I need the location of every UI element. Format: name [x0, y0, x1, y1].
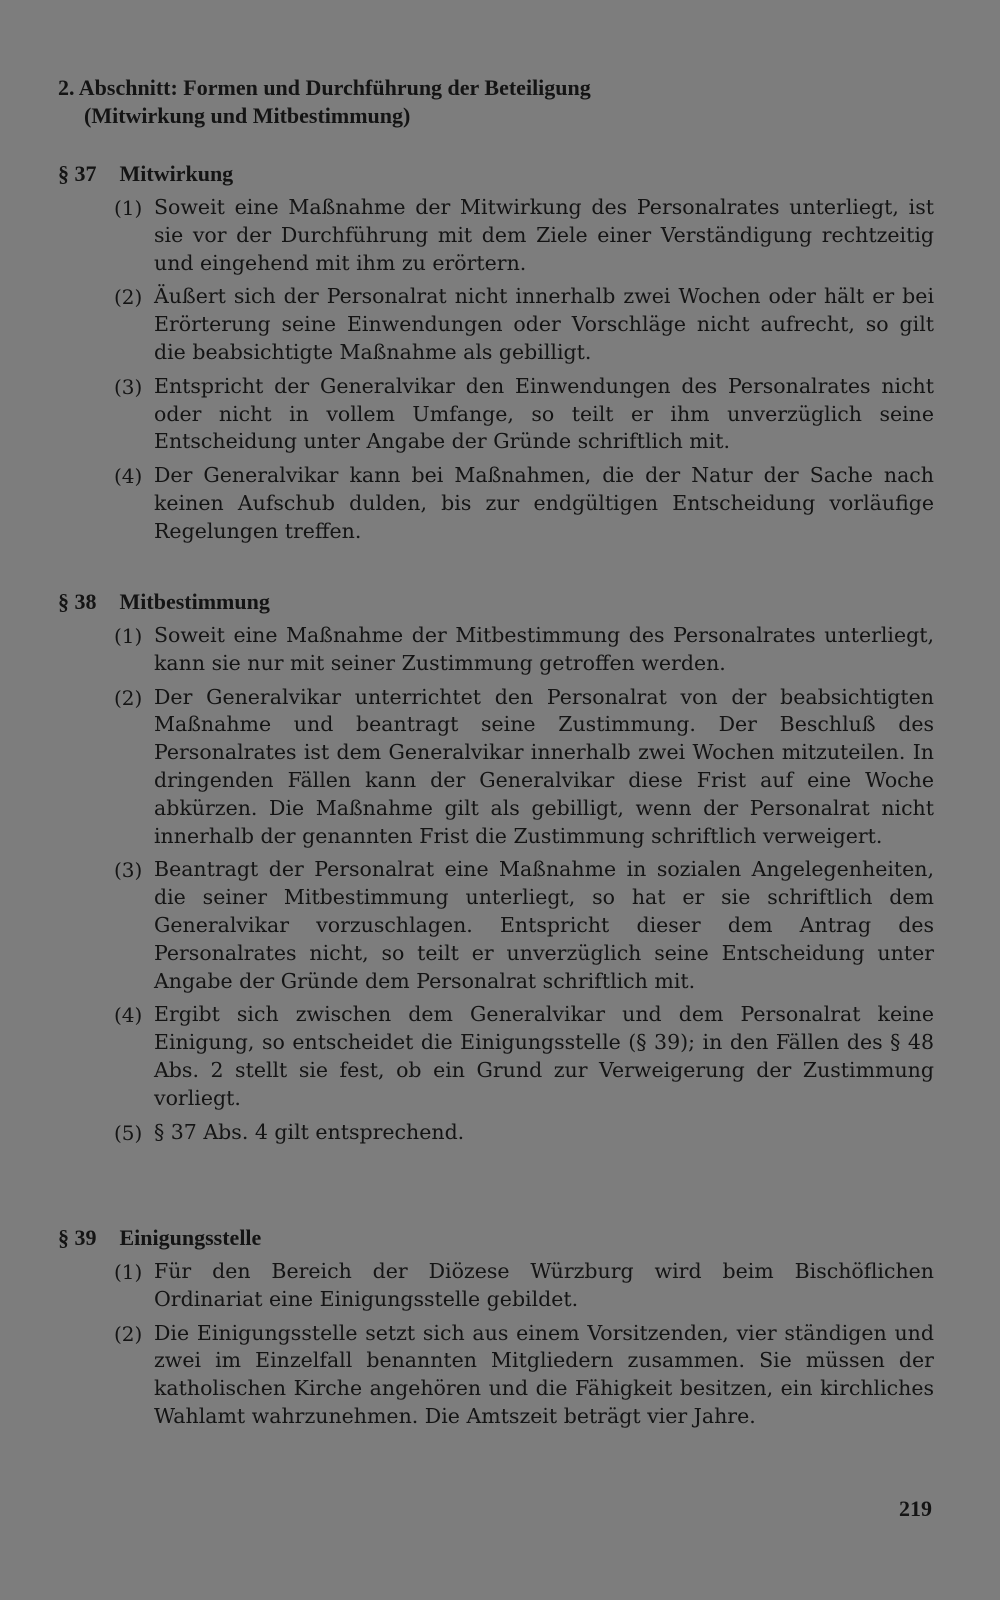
paragraph [58, 1001, 934, 1112]
paragraph-number: (3) [114, 374, 143, 399]
paragraph-number: (4) [114, 464, 143, 489]
paragraph-text: Der Generalvikar kann bei Maßnahmen, die der Natur der Sache nach keinen Aufschub dulden, bis zur endgültigen Entscheidung vorläufige Regelungen treffen. [154, 463, 934, 543]
paragraph [58, 462, 934, 545]
paragraph-text: Soweit eine Maßnahme der Mitbestimmung des Personalrates unterliegt, kann sie nur mit seiner Zustimmung getroffen werden. [154, 623, 934, 675]
section-title: Mitwirkung [119, 161, 234, 186]
chapter-heading-line2: (Mitwirkung und Mitbestimmung) [84, 103, 411, 128]
paragraph-text: Die Einigungsstelle setzt sich aus einem Vorsitzenden, vier ständigen und zwei im Einzelfall benannten Mitgliedern zusammen. Sie müssen der katholischen Kirche angehören und die Fähigkeit besitzen, ein kirchliches Wahlamt wahrzunehmen. Die Amtszeit beträgt vier Jahre. [154, 1320, 934, 1428]
section-number: § 37 [58, 161, 97, 186]
paragraph-text: Soweit eine Maßnahme der Mitwirkung des Personalrates unterliegt, ist sie vor der Durchführung mit dem Ziele einer Verständigung rechtzeitig und eingehend mit ihm zu erörtern. [154, 195, 934, 275]
paragraph-text: Der Generalvikar unterrichtet den Personalrat von der beabsichtigten Maßnahme und beantragt seine Zustimmung. Der Beschluß des Personalrates ist dem Generalvikar innerhalb zwei Wochen mitzuteilen. In dringenden Fällen kann der Generalvikar diese Frist auf eine Woche abkürzen. Die Maßnahme gilt als gebilligt, wenn der Personalrat nicht innerhalb der genannten Frist die Zustimmung schriftlich verweigert. [154, 684, 934, 848]
paragraph-text: Entspricht der Generalvikar den Einwendungen des Personalrates nicht oder nicht in vollem Umfange, so teilt er ihm unverzüglich seine Entscheidung unter Angabe der Gründe schriftlich mit. [154, 373, 934, 454]
chapter-heading-line1: 2. Abschnitt: Formen und Durchführung der Beteiligung [58, 75, 591, 100]
paragraph-number: (3) [114, 858, 143, 883]
section-heading [58, 588, 934, 616]
paragraph-text: Ergibt sich zwischen dem Generalvikar und dem Personalrat keine Einigung, so entscheidet die Einigungsstelle (§ 39); in den Fällen des § 48 Abs. 2 stellt sie fest, ob ein Grund zur Verweigerung der Zustimmung vorliegt. [154, 1002, 934, 1110]
paragraph-number: (1) [114, 1260, 143, 1284]
paragraph [58, 373, 934, 456]
section-title: Mitbestimmung [119, 589, 270, 614]
paragraph [58, 1258, 934, 1314]
paragraph [58, 684, 934, 851]
paragraph-text: Äußert sich der Personalrat nicht innerhalb zwei Wochen oder hält er bei Erörterung seine Einwendungen oder Vorschläge nicht aufrecht, so gilt die beabsichtigte Maßnahme als gebilligt. [154, 284, 934, 364]
section-number: § 38 [58, 589, 97, 614]
paragraph-number: (2) [114, 285, 143, 310]
paragraph-number: (2) [114, 685, 143, 710]
chapter-heading [58, 74, 591, 130]
paragraph [58, 1320, 934, 1431]
paragraph-number: (5) [114, 1120, 143, 1145]
paragraph [58, 856, 934, 995]
paragraph-text: § 37 Abs. 4 gilt entsprechend. [154, 1119, 465, 1144]
paragraph [58, 194, 934, 277]
section-heading [58, 160, 934, 188]
paragraph-number: (2) [114, 1321, 143, 1346]
section-37 [58, 160, 934, 552]
section-39 [58, 1224, 934, 1437]
section-title: Einigungsstelle [119, 1225, 262, 1250]
paragraph-text: Für den Bereich der Diözese Würzburg wird beim Bischöflichen Ordinariat eine Einigungsstelle gebildet. [154, 1259, 934, 1311]
paragraph-number: (1) [114, 624, 143, 648]
paragraph-text: Beantragt der Personalrat eine Maßnahme in sozialen Angelegenheiten, die seiner Mitbestimmung unterliegt, so hat er sie schriftlich dem Generalvikar vorzuschlagen. Entspricht dieser dem Antrag des Personalrates nicht, so teilt er unverzüglich seine Entscheidung unter Angabe der Gründe dem Personalrat schriftlich mit. [154, 857, 934, 993]
paragraph [58, 1119, 934, 1147]
section-heading [58, 1224, 934, 1252]
page-number: 219 [899, 1496, 932, 1521]
paragraph [58, 622, 934, 678]
paragraph [58, 283, 934, 366]
section-number: § 39 [58, 1225, 97, 1250]
paragraph-number: (4) [114, 1003, 143, 1028]
paragraph-number: (1) [114, 196, 143, 220]
section-38 [58, 588, 934, 1153]
